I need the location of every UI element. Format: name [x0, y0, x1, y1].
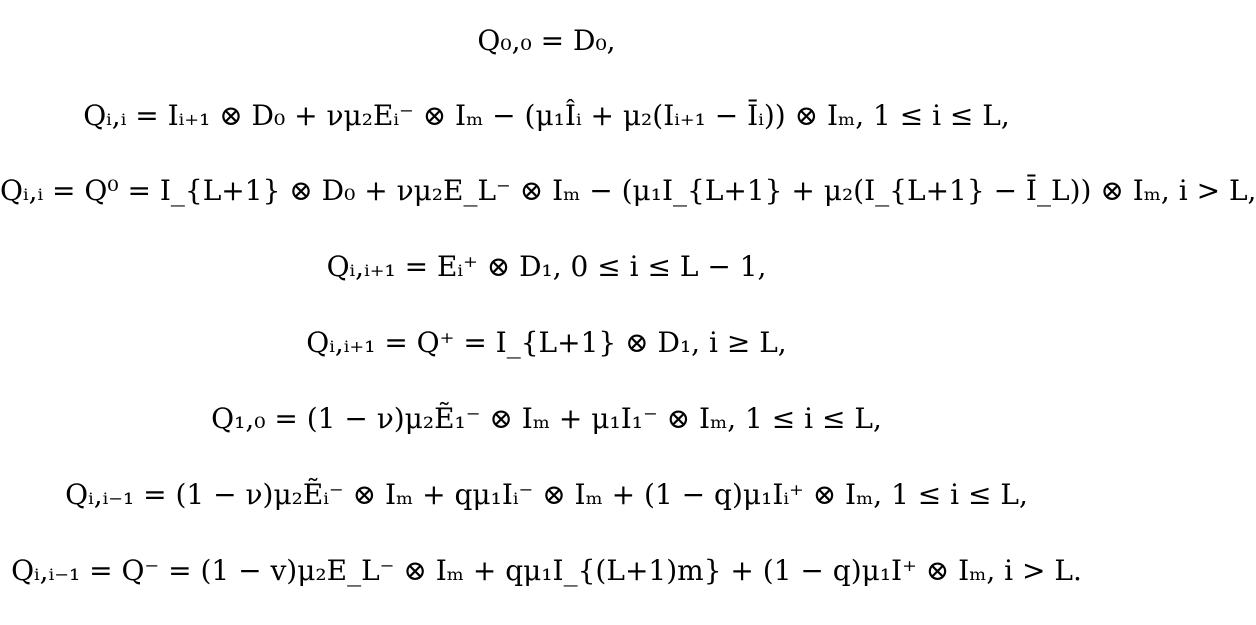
equation-q10: Q₁,₀ = (1 − ν)μ₂Ẽ₁⁻ ⊗ Iₘ + μ₁I₁⁻ ⊗ Iₘ, 1 ≤ i ≤ L, [211, 402, 882, 435]
equation-qi-iplus1-qplus: Qᵢ,ᵢ₊₁ = Q⁺ = I_{L+1} ⊗ D₁, i ≥ L, [306, 326, 787, 359]
equation-qi-iplus1-range: Qᵢ,ᵢ₊₁ = Eᵢ⁺ ⊗ D₁, 0 ≤ i ≤ L − 1, [326, 250, 767, 283]
equation-qii-q0: Qᵢ,ᵢ = Q⁰ = I_{L+1} ⊗ D₀ + νμ₂E_L⁻ ⊗ Iₘ − (μ₁I_{L+1} + μ₂(I_{L+1} − Ī_L)) ⊗ Iₘ, i > L, [0, 174, 1256, 207]
equation-qi-iminus1-range: Qᵢ,ᵢ₋₁ = (1 − ν)μ₂Ẽᵢ⁻ ⊗ Iₘ + qμ₁Iᵢ⁻ ⊗ Iₘ + (1 − q)μ₁Iᵢ⁺ ⊗ Iₘ, 1 ≤ i ≤ L, [65, 478, 1028, 511]
equation-qi-iminus1-qminus: Qᵢ,ᵢ₋₁ = Q⁻ = (1 − v)μ₂E_L⁻ ⊗ Iₘ + qμ₁I_{(L+1)m} + (1 − q)μ₁I⁺ ⊗ Iₘ, i > L. [11, 554, 1082, 587]
equation-q00: Q₀,₀ = D₀, [477, 24, 616, 57]
equation-qii-range: Qᵢ,ᵢ = Iᵢ₊₁ ⊗ D₀ + νμ₂Eᵢ⁻ ⊗ Iₘ − (μ₁Îᵢ + μ₂(Iᵢ₊₁ − Īᵢ)) ⊗ Iₘ, 1 ≤ i ≤ L, [83, 99, 1010, 132]
